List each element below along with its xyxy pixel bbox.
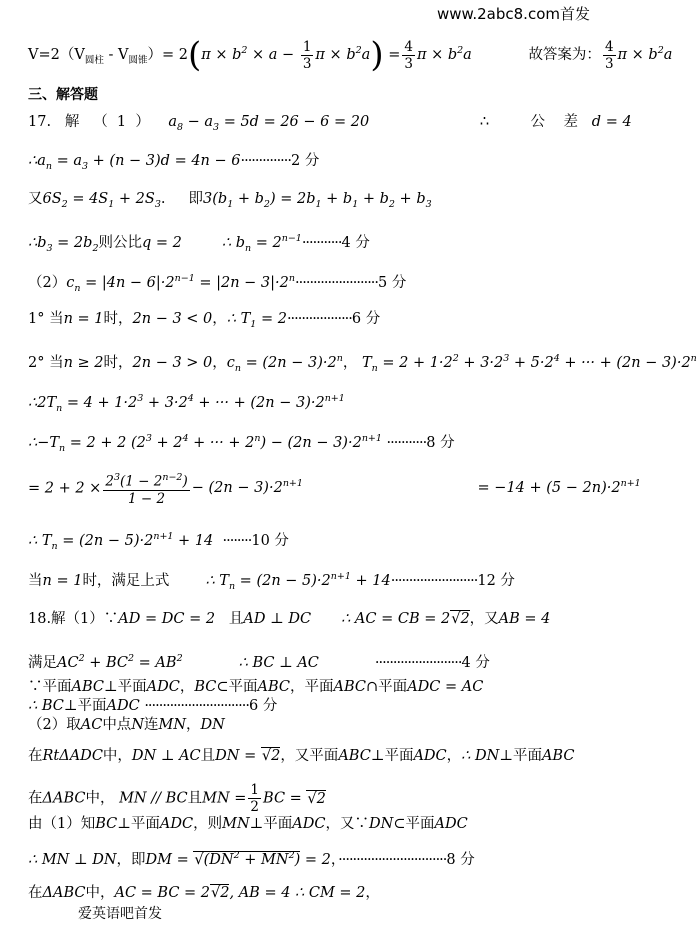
an-formula-line: $\therefore a_n = a_3 + (n - 3)d = 4n - 6\cdot\cdot\cdot\cdot\cdot\cdot\cdot\cdot\cdot\cdot\cdot\cdot\cdot\cdot 2$ 分 [28, 153, 320, 172]
mn-parallel-line: 在ΔABC中， MN // BC且MN = $\frac{1}{2}$ BC = √2 [28, 782, 326, 815]
case2-line: 2° 当n ≥ 2时，2n − 3 > 0，$c_n = (2n - 3)\cdot 2^n$， $T_n = 2 + 1\cdot 2^2 + 3\cdot 2^3 + 5\cdot 2^4$ + ··· + $(2n - 3)\cdot 2^n$ [28, 353, 697, 374]
cn-formula-line: $(2)c_n = |4n - 6|\cdot 2^{n-1} = |2n - 3|\cdot 2^n\cdot\cdot\cdot\cdot\cdot\cdot\cdot\cdot\cdot\cdot\cdot\cdot\cdot\cdot\cdot\cdot\cdot\cdot\cdot\cdot\cdot\cdot\cdot 5$ 分 [28, 273, 407, 294]
pythagoras-line: 满足$AC^2 + BC^2 = AB^2$ ∴ BC ⊥ AC ························4 分 [28, 653, 490, 671]
dn-perp-line: 在RtΔADC中，DN ⊥ AC且DN = √2，又平面ABC⊥平面ADC，∴ DN⊥平面ABC [28, 748, 575, 764]
site-watermark: www.2abc8.com首发 [436, 5, 590, 23]
q18-part2-line: （2）取AC中点N连MN，DN [28, 717, 225, 733]
minus-tn-line: $\therefore-T_n = 2 + 2$ ($2^3 + 2^4$ + ··· + $2^n) - (2n - 3)\cdot 2^{n+1} \cdot\cdot\cdot\cdot\cdot\cdot\cdot\cdot\cdot\cdot\cdot 8$ 分 [28, 433, 455, 454]
final-answer-line: 当n = 1时，满足上式 ∴ $T_n = (2n - 5)\cdot 2^{n+1} + 14\cdot\cdot\cdot\cdot\cdot\cdot\cdot\cdot\cdot\cdot\cdot\cdot\cdot\cdot\cdot\cdot\cdot\cdot\cdot\cdot\cdot\cdot\cdot\cdot 12$ 分 [28, 571, 515, 592]
section-heading: 三、解答题 [28, 87, 98, 103]
sum-simplify-line: = 2 + 2 × $\frac{2^3(1 - 2^{n-2})}{1 - 2}$ − $(2n - 3)\cdot 2^{n+1} = -14 + (5 - 2n)\cdot 2^{n+1}$ [28, 472, 641, 507]
q17-part1-line: 17. 解 （ 1 ） $a_8 - a_3 = 5d = 26 - 6 = 20$ ∴ 公 差 d = 4 [28, 114, 632, 133]
plane-relation-line: ∵平面ABC⊥平面ADC，BC⊂平面ABC，平面ABC∩平面ADC = AC [28, 679, 484, 695]
tn-result-line: ∴ $T_n = (2n - 5)\cdot 2^{n+1} + 14 \cdot\cdot\cdot\cdot\cdot\cdot\cdot\cdot 10$ 分 [28, 531, 289, 552]
volume-formula-line: $V=2(V_{圆柱} - V_{圆锥})= 2(\pi \times b^2 \times a$ − $\frac{1}{3}$ $\pi \times b^2a$) = $\frac{4}{3}$ $\pi \times b^2a$ 故答案为： $\frac{4}{3}$ $\pi \times b^2a$ [28, 35, 673, 75]
bn-formula-line: $\therefore b_3 = 2b_2$则公比q = 2 ∴ $b_n = 2^{n-1}\cdot\cdot\cdot\cdot\cdot\cdot\cdot\cdot\cdot\cdot\cdot 4$ 分 [28, 233, 370, 254]
2tn-line: $\therefore 2T_n = 4 + 1\cdot 2^3 + 3\cdot 2^4$ + ··· + $(2n - 3)\cdot 2^{n+1}$ [28, 393, 345, 414]
footer-watermark: 爱英语吧首发 [78, 906, 162, 922]
mn-perp-line: 由（1）知BC⊥平面ADC，则MN⊥平面ADC，又∵DN⊂平面ADC [28, 816, 468, 832]
cm-length-line: 在ΔABC中，AC = BC = 2√2, AB = 4 ∴ CM = 2， [28, 885, 380, 901]
dm-length-line: ∴ MN ⊥ DN，即DM = $√(DN^2 + MN^2) = 2$，······························8 分 [28, 850, 475, 868]
q18-part1-line: 18.解（1）∵AD = DC = 2 且AD ⊥ DC ∴ AC = CB = 2√2，又AB = 4 [28, 611, 551, 627]
bc-perp-line: ∴ BC⊥平面ADC ·····························6 分 [28, 698, 278, 714]
case1-line: 1° 当n = 1时，2n − 3 < 0，∴ $T_1 = 2\cdot\cdot\cdot\cdot\cdot\cdot\cdot\cdot\cdot\cdot\cdot\cdot\cdot\cdot\cdot\cdot\cdot\cdot 6$ 分 [28, 311, 381, 330]
sn-relation-line: 又$6S_2 = 4S_1 + 2S_3$. 即$3(b_1 + b_2) = 2b_1 + b_1 + b_2 + b_3$ [28, 191, 432, 210]
